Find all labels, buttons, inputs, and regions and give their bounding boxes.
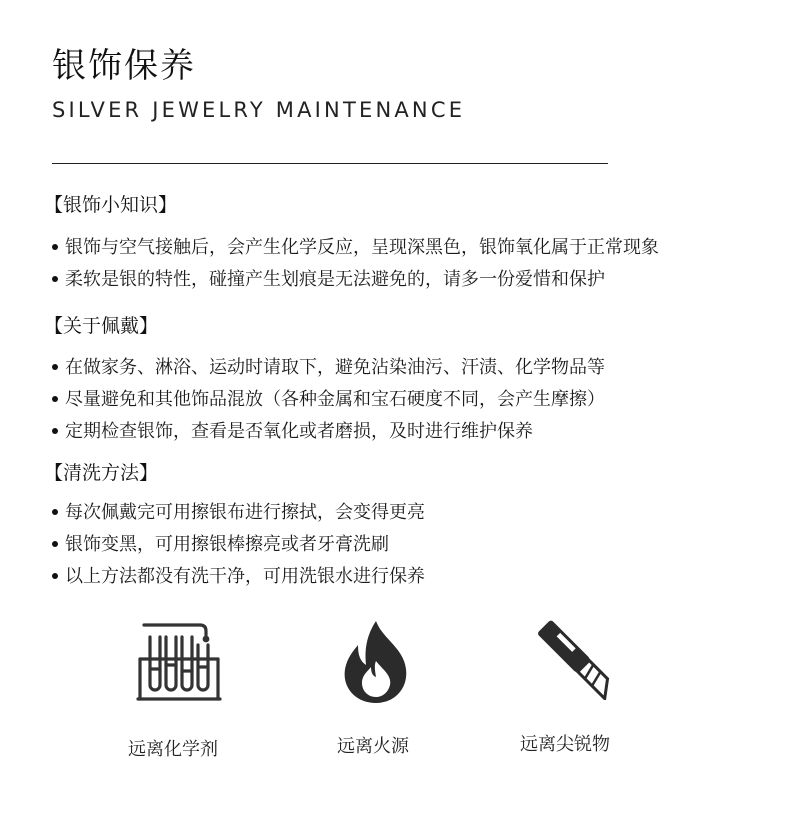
list-item-text: 银饰与空气接触后，会产生化学反应，呈现深黑色，银饰氧化属于正常现象: [65, 237, 659, 258]
bullet-dot-icon: [52, 509, 58, 515]
list-item-text: 银饰变黑，可用擦银棒擦亮或者牙膏洗刷: [65, 534, 389, 555]
list-item: [52, 417, 533, 443]
flame-icon: [338, 615, 414, 707]
warning-label-sharp: 远离尖锐物: [520, 734, 610, 755]
bullet-dot-icon: [52, 573, 58, 579]
test-tubes-icon: [136, 615, 222, 707]
bullet-dot-icon: [52, 364, 58, 370]
list-item: [52, 498, 425, 524]
list-item: [52, 233, 659, 259]
warning-label-chemicals: 远离化学剂: [128, 739, 218, 760]
bullet-dot-icon: [52, 396, 58, 402]
section-heading-wearing: 【关于佩戴】: [44, 315, 159, 337]
list-item-text: 在做家务、淋浴、运动时请取下，避免沾染油污、汗渍、化学物品等: [65, 357, 605, 378]
warning-label-fire: 远离火源: [337, 736, 409, 757]
list-item-text: 定期检查银饰，查看是否氧化或者磨损，及时进行维护保养: [65, 421, 533, 442]
list-item-text: 尽量避免和其他饰品混放（各种金属和宝石硬度不同，会产生摩擦）: [65, 389, 605, 410]
section-heading-knowledge: 【银饰小知识】: [44, 194, 178, 216]
bullet-dot-icon: [52, 428, 58, 434]
list-item-text: 柔软是银的特性，碰撞产生划痕是无法避免的，请多一份爱惜和保护: [65, 269, 605, 290]
page-title: 银饰保养: [52, 46, 196, 86]
list-item: [52, 385, 605, 411]
utility-knife-icon: [534, 618, 616, 700]
page-subtitle: SILVER JEWELRY MAINTENANCE: [52, 98, 466, 122]
bullet-dot-icon: [52, 541, 58, 547]
title-divider: [52, 163, 608, 164]
bullet-dot-icon: [52, 244, 58, 250]
list-item-text: 每次佩戴完可用擦银布进行擦拭，会变得更亮: [65, 502, 425, 523]
list-item: [52, 530, 389, 556]
list-item-text: 以上方法都没有洗干净，可用洗银水进行保养: [65, 566, 425, 587]
list-item: [52, 562, 425, 588]
list-item: [52, 265, 605, 291]
bullet-dot-icon: [52, 276, 58, 282]
section-heading-cleaning: 【清洗方法】: [44, 462, 159, 484]
list-item: [52, 353, 605, 379]
